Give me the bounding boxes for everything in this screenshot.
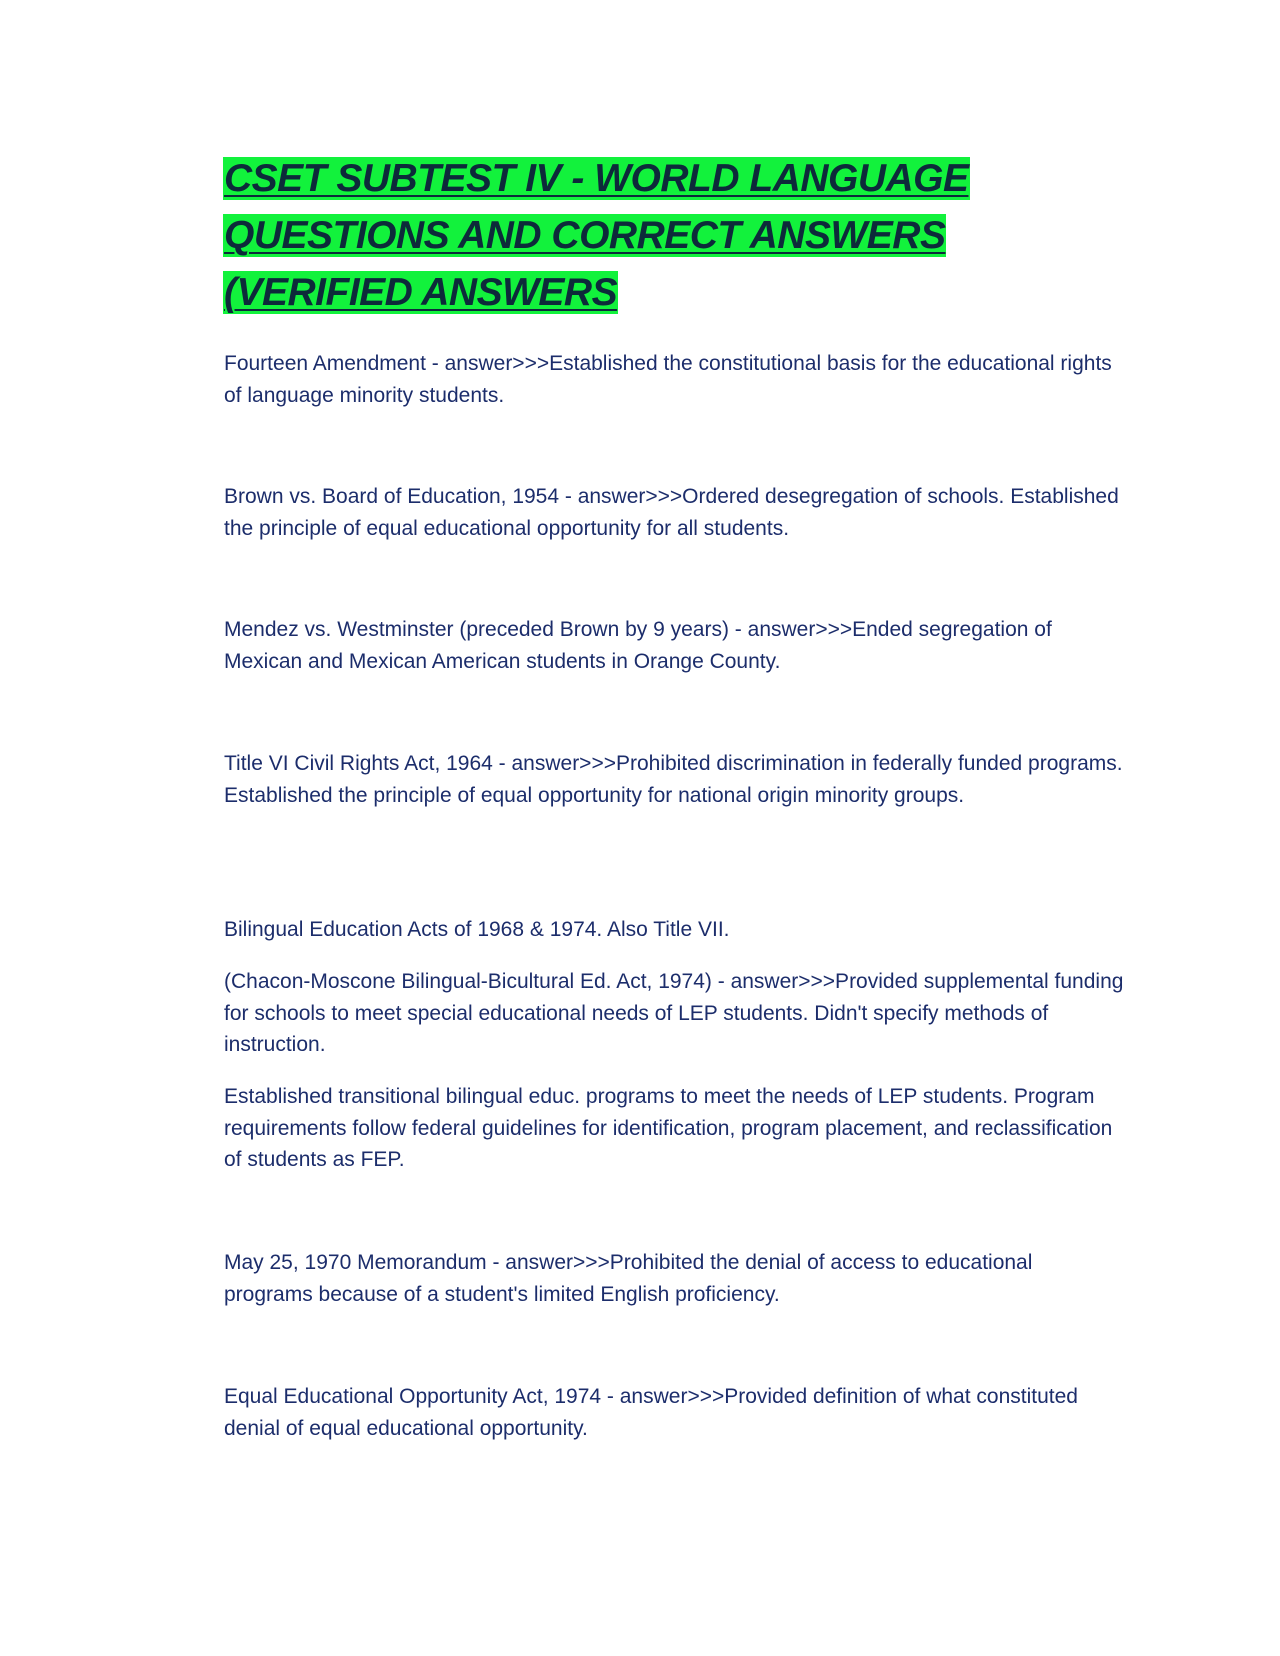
- qa-entry-mendez-vs-westminster: Mendez vs. Westminster (preceded Brown by 9 years) - answer>>>Ended segregation of Mexican and Mexican American students in Orange County.: [224, 618, 1052, 673]
- title-line-3: (VERIFIED ANSWERS: [224, 271, 618, 314]
- qa-entry-fourteenth-amendment: Fourteen Amendment - answer>>>Established the constitutional basis for the educational rights of language minority students.: [224, 352, 1112, 407]
- qa-entry-brown-vs-board: Brown vs. Board of Education, 1954 - answer>>>Ordered desegregation of schools. Established the principle of equal educational opportunity for all students.: [224, 485, 1119, 540]
- qa-entry-may-1970-memorandum: May 25, 1970 Memorandum - answer>>>Prohibited the denial of access to educational programs because of a student's limited English proficiency.: [224, 1251, 1033, 1306]
- title-line-2: QUESTIONS AND CORRECT ANSWERS: [224, 214, 946, 257]
- qa-entry-transitional-bilingual: Established transitional bilingual educ. programs to meet the needs of LEP students. Program requirements follow federal guidelines for identification, program placement, and reclassification of students as FEP.: [224, 1085, 1113, 1171]
- title-line-1: CSET SUBTEST IV - WORLD LANGUAGE: [224, 157, 969, 200]
- qa-entry-title-vi: Title VI Civil Rights Act, 1964 - answer>>>Prohibited discrimination in federally funded programs. Established the principle of equal opportunity for national origin minority groups.: [224, 752, 1123, 807]
- qa-entry-chacon-moscone: (Chacon-Moscone Bilingual-Bicultural Ed. Act, 1974) - answer>>>Provided supplemental funding for schools to meet special educational needs of LEP students. Didn't specify methods of instruction.: [224, 970, 1124, 1056]
- qa-entry-bilingual-education-acts: Bilingual Education Acts of 1968 & 1974. Also Title VII.: [224, 918, 730, 941]
- document-title: [223, 150, 1123, 321]
- qa-entry-equal-educational-opportunity-act: Equal Educational Opportunity Act, 1974 - answer>>>Provided definition of what constituted denial of equal educational opportunity.: [224, 1385, 1078, 1440]
